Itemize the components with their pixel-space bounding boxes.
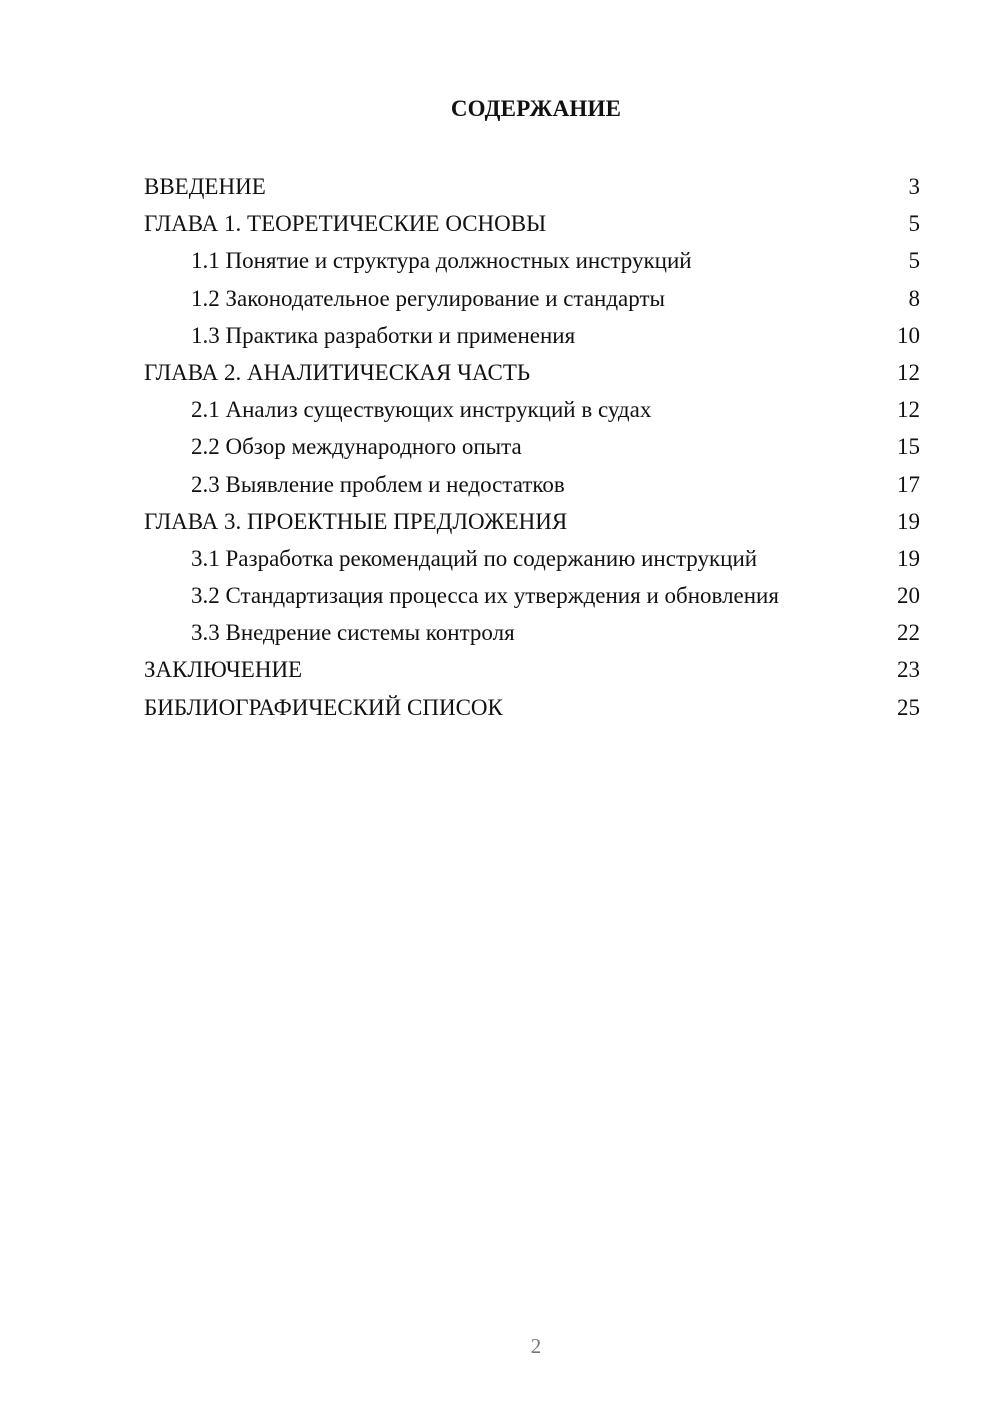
toc-entry [144, 391, 920, 428]
toc-entry [144, 689, 920, 726]
toc-entry-label: 1.2 Законодательное регулирование и стандарты [191, 285, 665, 311]
toc-entry-page: 23 [897, 657, 920, 683]
toc-entry-label: ВВЕДЕНИЕ [144, 174, 266, 199]
toc-entry-page: 5 [908, 248, 920, 274]
toc-entry-page: 10 [897, 322, 920, 348]
toc-entry [144, 354, 920, 391]
toc-entry [144, 242, 920, 279]
toc-entry-label: 1.1 Понятие и структура должностных инструкций [191, 248, 692, 274]
toc-entry-page: 19 [897, 508, 920, 534]
page-number: 2 [530, 1334, 542, 1358]
toc-entry-page: 12 [897, 397, 920, 423]
toc-entry [144, 205, 920, 242]
toc-entry-label: 2.3 Выявление проблем и недостатков [191, 471, 565, 497]
toc-entry-label: ГЛАВА 1. ТЕОРЕТИЧЕСКИЕ ОСНОВЫ [144, 211, 547, 237]
toc-entry-page: 3 [908, 174, 920, 199]
toc-entry-label: БИБЛИОГРАФИЧЕСКИЙ СПИСОК [144, 694, 503, 720]
toc-entry-label: 2.1 Анализ существующих инструкций в судах [191, 397, 652, 423]
toc-entry-label: ГЛАВА 2. АНАЛИТИЧЕСКАЯ ЧАСТЬ [144, 359, 531, 385]
toc-entry-page: 5 [908, 211, 920, 237]
toc-entry-label: 1.3 Практика разработки и применения [191, 322, 576, 348]
toc-entry-label: 3.1 Разработка рекомендаций по содержанию инструкций [191, 545, 758, 571]
toc-entry-page: 25 [897, 694, 920, 720]
toc-entry [144, 317, 920, 354]
toc-entry-page: 15 [897, 434, 920, 460]
toc-entry-page: 17 [897, 471, 920, 497]
toc-entry-label: ГЛАВА 3. ПРОЕКТНЫЕ ПРЕДЛОЖЕНИЯ [144, 508, 568, 534]
toc-entry-label: ЗАКЛЮЧЕНИЕ [144, 657, 303, 683]
toc-entry-label: 3.3 Внедрение системы контроля [191, 620, 515, 646]
toc-entry-page: 22 [897, 620, 920, 646]
toc-entry-page: 19 [897, 545, 920, 571]
table-of-contents [144, 168, 920, 726]
toc-entry [144, 280, 920, 317]
toc-entry-label: 3.2 Стандартизация процесса их утверждения и обновления [191, 583, 779, 609]
toc-entry-label: 2.2 Обзор международного опыта [191, 434, 522, 460]
toc-entry [144, 540, 920, 577]
toc-title: СОДЕРЖАНИЕ [450, 96, 622, 121]
toc-entry-page: 8 [908, 285, 920, 311]
toc-entry [144, 168, 920, 205]
toc-entry [144, 428, 920, 465]
toc-entry [144, 503, 920, 540]
toc-entry [144, 614, 920, 651]
toc-entry-page: 20 [897, 583, 920, 609]
toc-entry [144, 577, 920, 614]
toc-entry [144, 466, 920, 503]
toc-entry-page: 12 [897, 359, 920, 385]
toc-entry [144, 651, 920, 688]
